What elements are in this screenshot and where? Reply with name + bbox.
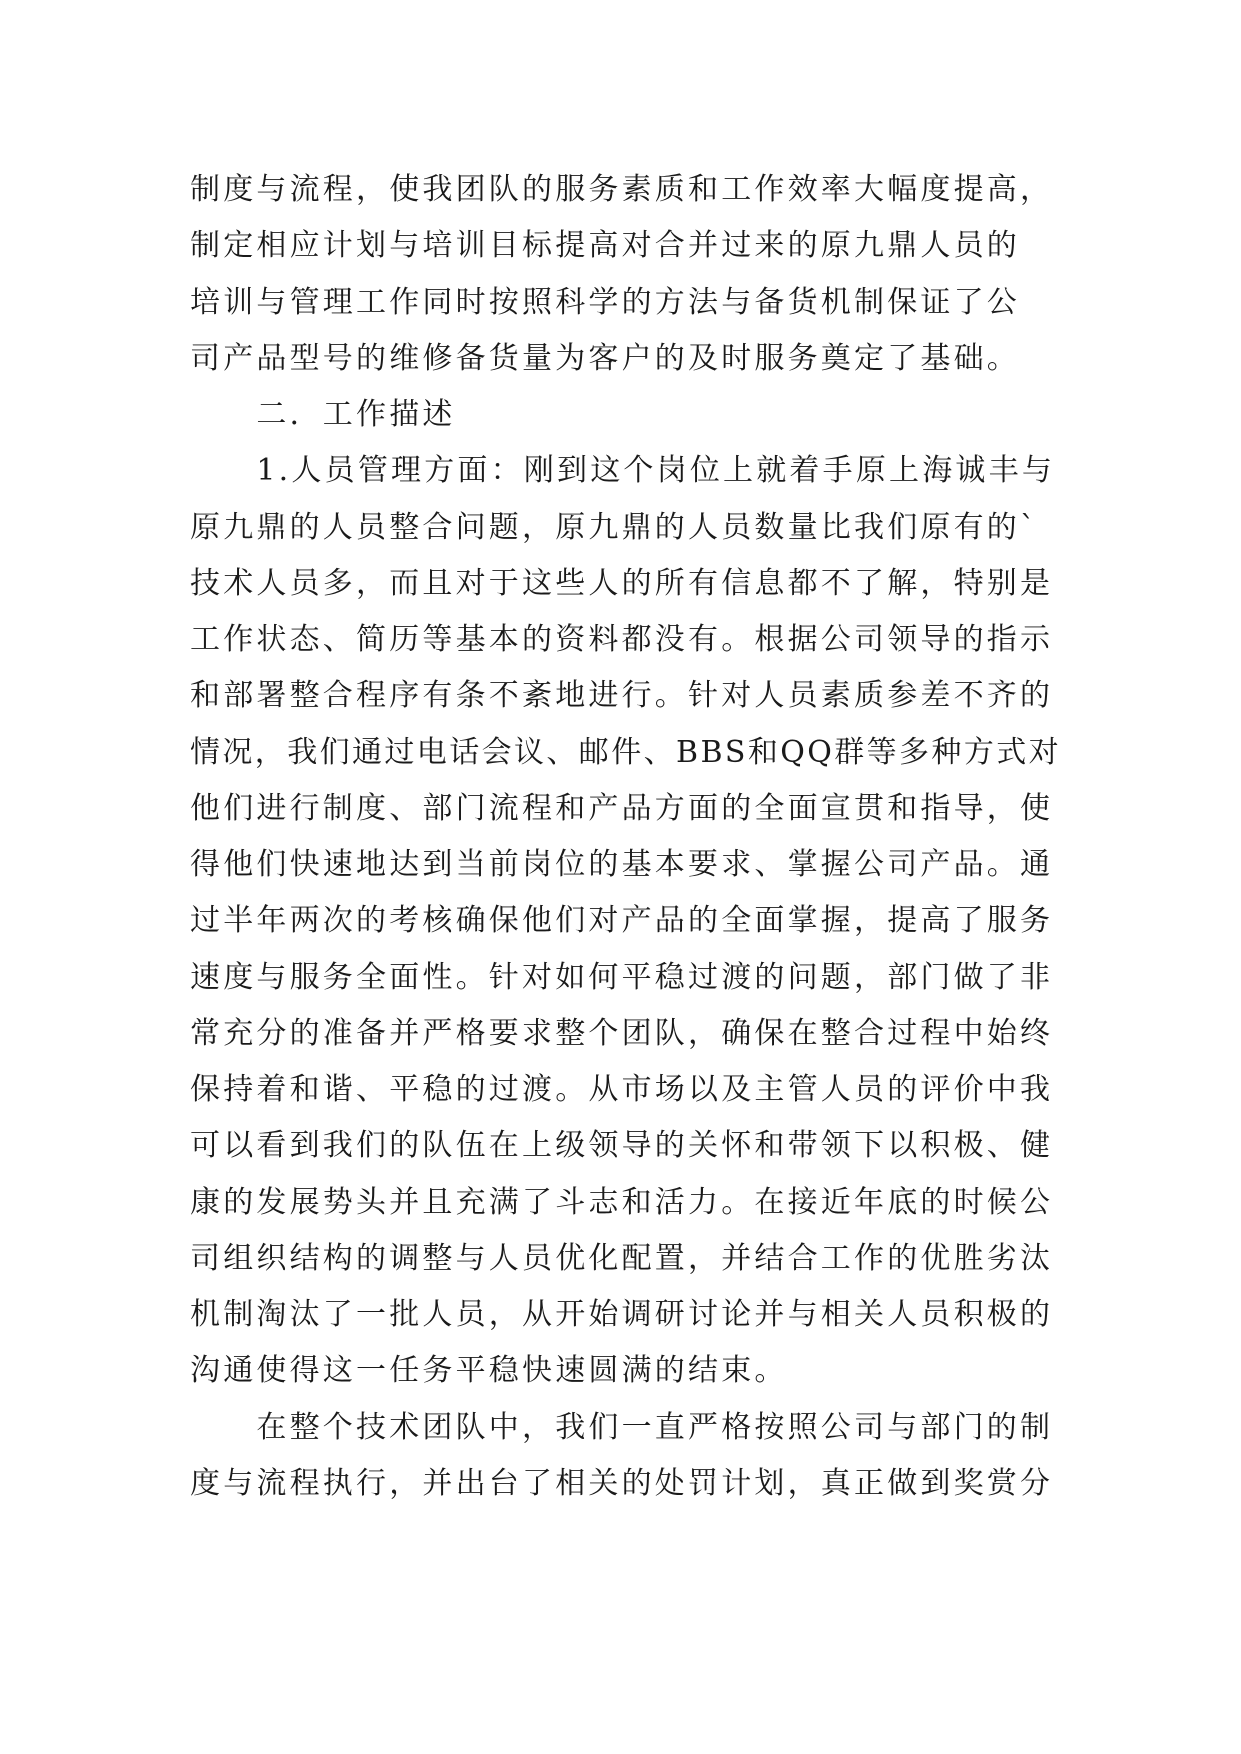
- text-line: 沟通使得这一任务平稳快速圆满的结束。: [190, 1353, 788, 1389]
- text-line: 培训与管理工作同时按照科学的方法与备货机制保证了公: [190, 284, 1020, 320]
- text-line: 常充分的准备并严格要求整个团队，确保在整合过程中始终: [190, 1015, 1054, 1051]
- text-line: 得他们快速地达到当前岗位的基本要求、掌握公司产品。通: [190, 847, 1054, 882]
- text-line: 保持着和谐、平稳的过渡。从市场以及主管人员的评价中我: [190, 1072, 1054, 1107]
- text-line: 司产品型号的维修备货量为客户的及时服务奠定了基础。: [190, 340, 1020, 376]
- text-line: 度与流程执行，并出台了相关的处罚计划，真正做到奖赏分: [190, 1465, 1054, 1501]
- text-line: 情况，我们通过电话会议、邮件、BBS和QQ群等多种方式对: [190, 734, 1062, 770]
- text-line: 机制淘汰了一批人员，从开始调研讨论并与相关人员积极的: [190, 1297, 1054, 1332]
- text-line: 可以看到我们的队伍在上级领导的关怀和带领下以积极、健: [190, 1128, 1054, 1164]
- section-heading: 二．工作描述: [190, 397, 456, 432]
- text-line: 速度与服务全面性。针对如何平稳过渡的问题，部门做了非: [190, 959, 1054, 995]
- text-line: 司组织结构的调整与人员优化配置，并结合工作的优胜劣汰: [190, 1240, 1054, 1276]
- text-line: 原九鼎的人员整合问题，原九鼎的人员数量比我们原有的`: [190, 509, 1039, 545]
- text-line: 1.人员管理方面：刚到这个岗位上就着手原上海诚丰与: [190, 453, 1056, 489]
- text-line: 过半年两次的考核确保他们对产品的全面掌握，提高了服务: [190, 903, 1054, 939]
- text-line: 康的发展势头并且充满了斗志和活力。在接近年底的时候公: [190, 1184, 1054, 1220]
- text-line: 制度与流程，使我团队的服务素质和工作效率大幅度提高，: [190, 172, 1054, 207]
- text-line: 制定相应计划与培训目标提高对合并过来的原九鼎人员的: [190, 228, 1020, 264]
- text-line: 技术人员多，而且对于这些人的所有信息都不了解，特别是: [190, 565, 1054, 601]
- text-line: 工作状态、简历等基本的资料都没有。根据公司领导的指示: [190, 622, 1054, 657]
- text-line: 在整个技术团队中，我们一直严格按照公司与部门的制: [190, 1409, 1054, 1445]
- text-line: 他们进行制度、部门流程和产品方面的全面宣贯和指导，使: [190, 790, 1054, 826]
- body-text: [190, 162, 1070, 1512]
- text-line: 和部署整合程序有条不紊地进行。针对人员素质参差不齐的: [190, 678, 1054, 714]
